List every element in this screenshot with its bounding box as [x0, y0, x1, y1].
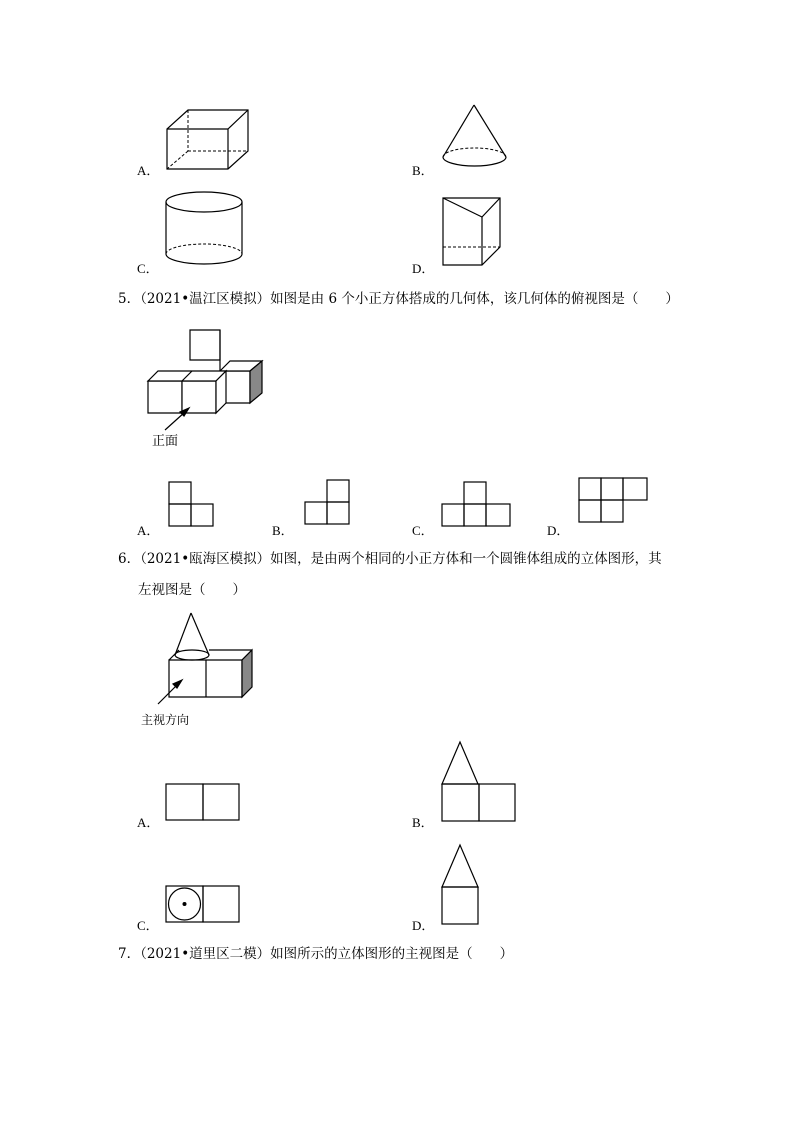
q5-option-a-grid	[168, 480, 218, 528]
q4-option-b-label[interactable]: B．	[412, 163, 434, 178]
q6-option-d-view	[440, 843, 482, 927]
q6-option-c-view	[165, 885, 241, 925]
q7-question-text: 7．（2021•道里区二模）如图所示的立体图形的主视图是（ ）	[118, 946, 514, 962]
q6-option-d-label[interactable]: D．	[412, 918, 435, 933]
q4-option-d-label[interactable]: D．	[412, 261, 435, 276]
q6-option-b-view	[440, 740, 518, 824]
q5-option-a-label[interactable]: A．	[137, 523, 160, 538]
q4-option-c-label[interactable]: C．	[137, 261, 159, 276]
q6-option-a-view	[165, 783, 241, 823]
q6-question-text-line2: 左视图是（ ）	[138, 582, 246, 598]
q4-option-a-label[interactable]: A．	[137, 163, 160, 178]
q5-option-b-grid	[304, 478, 354, 526]
q5-option-d-label[interactable]: D．	[547, 523, 570, 538]
cuboid-figure	[164, 107, 254, 169]
q5-question-text: 5．（2021•温江区模拟）如图是由 6 个小正方体搭成的几何体，该几何体的俯视图是（ ）	[118, 291, 679, 307]
q6-option-b-label[interactable]: B．	[412, 815, 434, 830]
q6-view-direction-arrow	[152, 676, 192, 706]
cone-figure	[440, 103, 510, 169]
q5-cube-stack-figure	[146, 328, 266, 416]
cylinder-figure	[164, 190, 246, 268]
q5-option-c-label[interactable]: C．	[412, 523, 434, 538]
q5-front-label: 正面	[152, 434, 179, 449]
q6-view-direction-label: 主视方向	[141, 713, 190, 727]
q5-option-c-grid	[441, 480, 513, 528]
q5-option-d-grid	[578, 476, 650, 524]
q6-question-text-line1: 6．（2021•瓯海区模拟）如图，是由两个相同的小正方体和一个圆锥体组成的立体图形，其	[118, 551, 662, 567]
q6-option-a-label[interactable]: A．	[137, 815, 160, 830]
q5-option-b-label[interactable]: B．	[272, 523, 294, 538]
q6-option-c-label[interactable]: C．	[137, 918, 159, 933]
triangular-prism-figure	[440, 195, 504, 269]
